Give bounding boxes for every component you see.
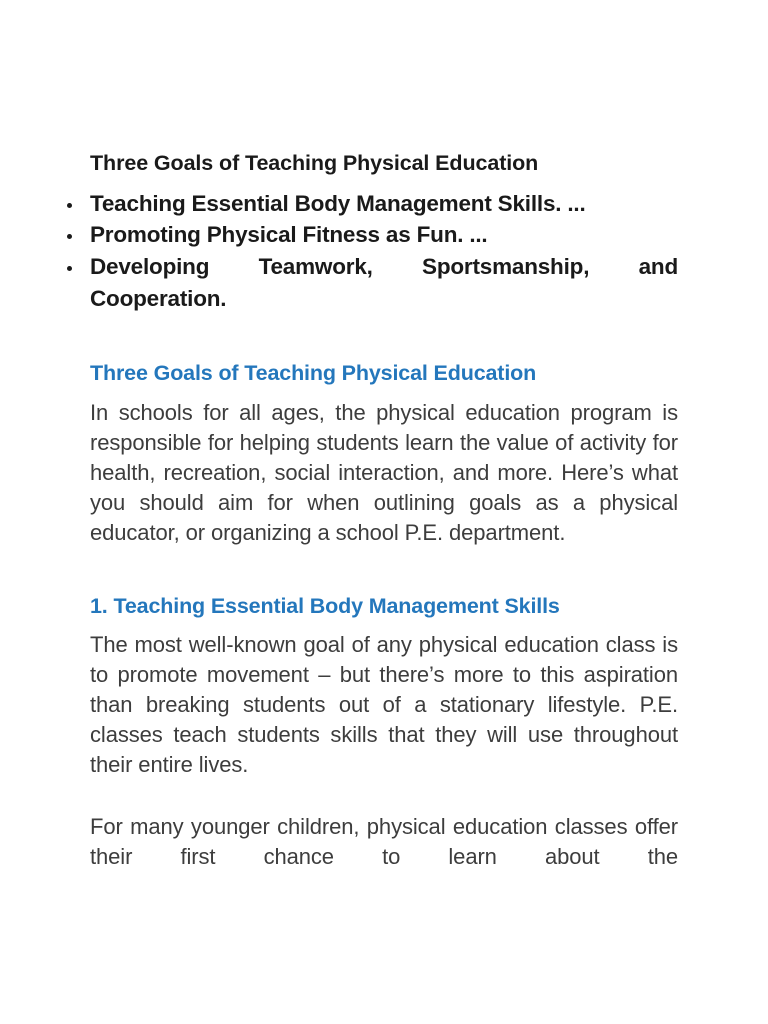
list-item-label: Teaching Essential Body Management Skills. ... xyxy=(90,190,586,216)
section-heading-body-management: 1. Teaching Essential Body Management Skills xyxy=(90,594,560,619)
list-item xyxy=(90,251,678,315)
section-heading-overview: Three Goals of Teaching Physical Education xyxy=(90,361,537,386)
list-item-label-line2: Cooperation. xyxy=(90,286,227,312)
paragraph-body-management-2: For many younger children, physical education classes offer their first chance to learn about the xyxy=(90,814,678,870)
list-item-label: Promoting Physical Fitness as Fun. ... xyxy=(90,222,488,248)
goals-bullet-list xyxy=(90,188,678,316)
paragraph-body-management-1: The most well-known goal of any physical education class is to promote movement – but there’s more to this aspiration than breaking students out of a stationary lifestyle. P.E. classes teach students skills that they will use throughout their entire lives. xyxy=(90,632,678,778)
list-item xyxy=(90,219,678,251)
list-item xyxy=(90,188,678,220)
page-title: Three Goals of Teaching Physical Education xyxy=(90,151,539,175)
list-item-label-line1: Developing Teamwork, Sportsmanship, and xyxy=(90,254,678,280)
document-content xyxy=(90,150,678,872)
paragraph-overview: In schools for all ages, the physical education program is responsible for helping students learn the value of activity for health, recreation, social interaction, and more. Here’s what you should aim for when outlining goals as a physical educator, or organizing a school P.E. department. xyxy=(90,400,678,546)
